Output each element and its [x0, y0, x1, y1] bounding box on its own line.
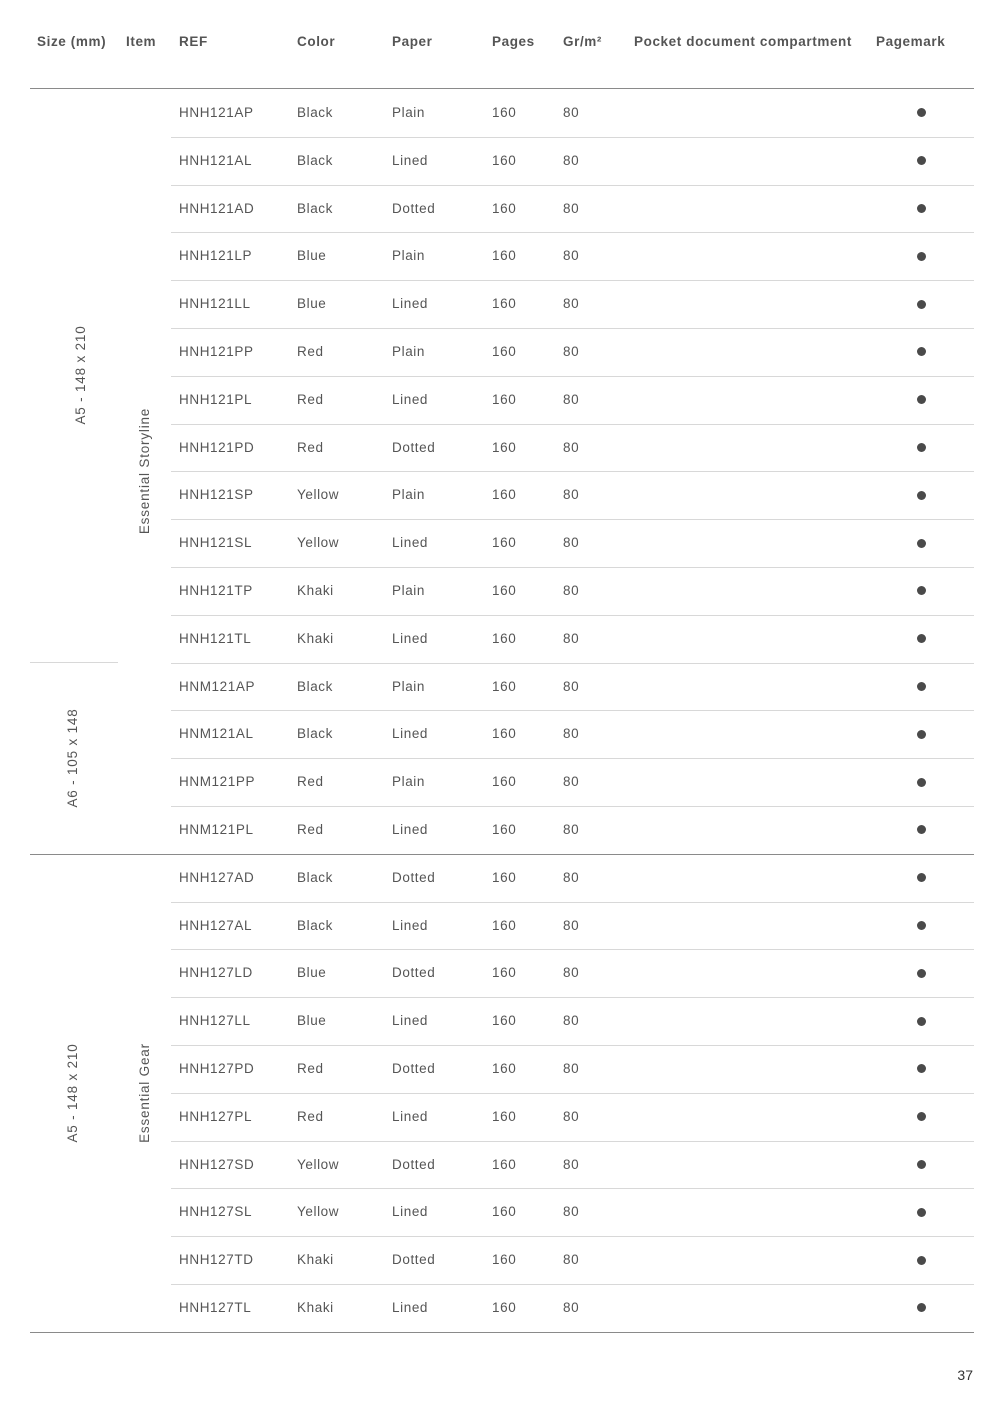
row-divider — [171, 997, 974, 998]
cell-pages: 160 — [492, 535, 517, 551]
cell-ref: HNH127TD — [179, 1252, 254, 1268]
cell-grams: 80 — [563, 391, 580, 407]
row-divider — [171, 949, 974, 950]
row-divider — [171, 663, 974, 664]
cell-ref: HNH127AD — [179, 869, 255, 885]
cell-ref: HNM121AL — [179, 726, 254, 742]
pagemark-dot-icon — [917, 539, 926, 548]
pagemark-dot-icon — [917, 682, 926, 691]
pagemark-dot-icon — [917, 156, 926, 165]
cell-grams: 80 — [563, 1108, 580, 1124]
cell-pages: 160 — [492, 343, 517, 359]
cell-pages: 160 — [492, 630, 517, 646]
cell-color: Blue — [297, 248, 327, 264]
cell-color: Black — [297, 678, 334, 694]
cell-grams: 80 — [563, 1156, 580, 1172]
cell-paper: Plain — [392, 582, 426, 598]
cell-grams: 80 — [563, 343, 580, 359]
header-pocket: Pocket document compartment — [634, 34, 852, 49]
cell-grams: 80 — [563, 726, 580, 742]
page-number: 37 — [957, 1367, 973, 1383]
cell-ref: HNM121PP — [179, 774, 256, 790]
cell-color: Black — [297, 917, 334, 933]
cell-ref: HNH127SL — [179, 1204, 253, 1220]
cell-pages: 160 — [492, 821, 517, 837]
cell-pages: 160 — [492, 1252, 517, 1268]
cell-ref: HNH127AL — [179, 917, 253, 933]
cell-paper: Lined — [392, 296, 429, 312]
cell-ref: HNH121AP — [179, 104, 254, 120]
cell-grams: 80 — [563, 1299, 580, 1315]
cell-pages: 160 — [492, 104, 517, 120]
pagemark-dot-icon — [917, 443, 926, 452]
cell-grams: 80 — [563, 821, 580, 837]
cell-grams: 80 — [563, 869, 580, 885]
cell-pages: 160 — [492, 582, 517, 598]
cell-color: Red — [297, 774, 324, 790]
cell-paper: Lined — [392, 391, 429, 407]
pagemark-dot-icon — [917, 825, 926, 834]
cell-color: Black — [297, 104, 334, 120]
cell-ref: HNH121PD — [179, 439, 255, 455]
cell-grams: 80 — [563, 678, 580, 694]
cell-ref: HNH121LL — [179, 296, 251, 312]
cell-pages: 160 — [492, 869, 517, 885]
cell-paper: Dotted — [392, 869, 436, 885]
cell-color: Red — [297, 1060, 324, 1076]
cell-ref: HNM121PL — [179, 821, 254, 837]
pagemark-dot-icon — [917, 108, 926, 117]
header-size: Size (mm) — [37, 34, 107, 49]
row-divider — [171, 567, 974, 568]
cell-paper: Plain — [392, 248, 426, 264]
pagemark-dot-icon — [917, 300, 926, 309]
cell-ref: HNH121PL — [179, 391, 253, 407]
row-divider — [171, 1188, 974, 1189]
cell-grams: 80 — [563, 1060, 580, 1076]
cell-paper: Lined — [392, 1299, 429, 1315]
cell-grams: 80 — [563, 582, 580, 598]
header-item: Item — [126, 34, 157, 49]
cell-ref: HNH121LP — [179, 248, 253, 264]
cell-ref: HNH121AD — [179, 200, 255, 216]
spec-table-page: Size (mm) Item REF Color Paper Pages Gr/m² Pocket document compartment Pagemark HNH121AP Black Plain 160 80 HNH121AL Black Lined 160 80 HNH121AD Black Dotted 160 80 HNH121LP Blue Plain 160 80 HNH121LL Blue Lined 160 80 HNH121PP Red Plain 160 80 HNH121PL Red Lined 160 80 HNH121PD Red Dotted 160 80 HNH121SP Yellow Plain 160 80 HNH121SL Yellow Lined 160 80 HNH121TP Khaki Plain 160 80 HNH121TL Khaki Lined 160 80 HNM121AP Black Plain 160 80 HNM121AL Black Lined 160 80 HNM121PP Red Plain 160 80 HNM121PL Red Lined 160 80 HNH127AD Black Dotted 160 80 HNH127AL Black Lined 160 80 HNH127LD Blue Dotted 160 80 HNH127LL Blue Lined 160 80 HNH127PD Red Dotted 160 80 HNH127PL Red Lined 160 80 HNH127SD Yellow Dotted 160 80 HNH127SL Yellow Lined 160 80 HNH127TD Khaki Dotted 160 80 HNH127TL Khaki Lined 160 80 A5 - 148 x 210 A6 - 105 x 148 Essential Storyline A5 - 148 x 210 Essential Gear 37 — [0, 0, 1004, 1417]
table-bottom-rule — [30, 1332, 974, 1333]
cell-color: Khaki — [297, 1252, 334, 1268]
cell-pages: 160 — [492, 1108, 517, 1124]
cell-grams: 80 — [563, 248, 580, 264]
cell-ref: HNH127SD — [179, 1156, 255, 1172]
cell-pages: 160 — [492, 391, 517, 407]
cell-paper: Plain — [392, 678, 426, 694]
cell-paper: Dotted — [392, 1156, 436, 1172]
cell-paper: Dotted — [392, 439, 436, 455]
cell-paper: Lined — [392, 1204, 429, 1220]
cell-paper: Dotted — [392, 1252, 436, 1268]
cell-color: Red — [297, 343, 324, 359]
row-divider — [171, 615, 974, 616]
cell-paper: Dotted — [392, 965, 436, 981]
cell-paper: Dotted — [392, 1060, 436, 1076]
cell-pages: 160 — [492, 678, 517, 694]
row-divider — [171, 1284, 974, 1285]
pagemark-dot-icon — [917, 395, 926, 404]
cell-grams: 80 — [563, 200, 580, 216]
row-divider — [171, 471, 974, 472]
cell-paper: Lined — [392, 917, 429, 933]
row-divider — [171, 1045, 974, 1046]
cell-grams: 80 — [563, 487, 580, 503]
row-divider — [171, 376, 974, 377]
cell-paper: Lined — [392, 1108, 429, 1124]
cell-pages: 160 — [492, 1013, 517, 1029]
cell-color: Blue — [297, 296, 327, 312]
cell-paper: Plain — [392, 343, 426, 359]
row-divider — [171, 806, 974, 807]
row-divider — [171, 1093, 974, 1094]
cell-color: Yellow — [297, 535, 340, 551]
cell-pages: 160 — [492, 296, 517, 312]
row-divider — [171, 758, 974, 759]
cell-pages: 160 — [492, 917, 517, 933]
cell-grams: 80 — [563, 152, 580, 168]
cell-ref: HNH127TL — [179, 1299, 252, 1315]
cell-ref: HNH121TL — [179, 630, 252, 646]
header-pagemark: Pagemark — [876, 34, 946, 49]
row-divider — [171, 280, 974, 281]
cell-pages: 160 — [492, 248, 517, 264]
pagemark-dot-icon — [917, 969, 926, 978]
pagemark-dot-icon — [917, 1160, 926, 1169]
cell-color: Black — [297, 869, 334, 885]
header-color: Color — [297, 34, 336, 49]
cell-pages: 160 — [492, 152, 517, 168]
pagemark-dot-icon — [917, 873, 926, 882]
cell-pages: 160 — [492, 487, 517, 503]
row-divider — [171, 1141, 974, 1142]
cell-ref: HNH121TP — [179, 582, 253, 598]
cell-grams: 80 — [563, 917, 580, 933]
cell-ref: HNM121AP — [179, 678, 256, 694]
cell-paper: Lined — [392, 535, 429, 551]
pagemark-dot-icon — [917, 634, 926, 643]
cell-color: Red — [297, 1108, 324, 1124]
cell-grams: 80 — [563, 1204, 580, 1220]
pagemark-dot-icon — [917, 1112, 926, 1121]
cell-color: Red — [297, 821, 324, 837]
cell-pages: 160 — [492, 200, 517, 216]
pagemark-dot-icon — [917, 1303, 926, 1312]
cell-grams: 80 — [563, 535, 580, 551]
cell-ref: HNH121SP — [179, 487, 254, 503]
cell-ref: HNH121SL — [179, 535, 253, 551]
row-divider — [171, 902, 974, 903]
cell-paper: Lined — [392, 726, 429, 742]
cell-pages: 160 — [492, 439, 517, 455]
cell-color: Black — [297, 152, 334, 168]
cell-grams: 80 — [563, 630, 580, 646]
cell-ref: HNH127LL — [179, 1013, 251, 1029]
cell-color: Red — [297, 439, 324, 455]
cell-ref: HNH127PD — [179, 1060, 255, 1076]
cell-grams: 80 — [563, 104, 580, 120]
cell-pages: 160 — [492, 1060, 517, 1076]
cell-color: Black — [297, 200, 334, 216]
cell-paper: Plain — [392, 774, 426, 790]
pagemark-dot-icon — [917, 252, 926, 261]
pagemark-dot-icon — [917, 1064, 926, 1073]
row-divider — [171, 232, 974, 233]
header-ref: REF — [179, 34, 208, 49]
pagemark-dot-icon — [917, 1256, 926, 1265]
cell-color: Khaki — [297, 1299, 334, 1315]
pagemark-dot-icon — [917, 347, 926, 356]
cell-paper: Lined — [392, 1013, 429, 1029]
size-group-divider — [30, 662, 118, 663]
cell-pages: 160 — [492, 774, 517, 790]
cell-color: Blue — [297, 1013, 327, 1029]
cell-ref: HNH121AL — [179, 152, 253, 168]
cell-pages: 160 — [492, 1156, 517, 1172]
item-group-divider — [30, 854, 974, 855]
pagemark-dot-icon — [917, 1017, 926, 1026]
cell-ref: HNH127PL — [179, 1108, 253, 1124]
row-divider — [171, 519, 974, 520]
cell-grams: 80 — [563, 774, 580, 790]
cell-ref: HNH121PP — [179, 343, 254, 359]
cell-pages: 160 — [492, 1204, 517, 1220]
row-divider — [171, 185, 974, 186]
cell-grams: 80 — [563, 1013, 580, 1029]
pagemark-dot-icon — [917, 204, 926, 213]
cell-paper: Lined — [392, 630, 429, 646]
row-divider — [171, 1236, 974, 1237]
pagemark-dot-icon — [917, 730, 926, 739]
cell-color: Black — [297, 726, 334, 742]
cell-paper: Plain — [392, 487, 426, 503]
row-divider — [171, 424, 974, 425]
pagemark-dot-icon — [917, 1208, 926, 1217]
cell-color: Yellow — [297, 487, 340, 503]
row-divider — [171, 328, 974, 329]
cell-paper: Lined — [392, 152, 429, 168]
cell-grams: 80 — [563, 965, 580, 981]
cell-ref: HNH127LD — [179, 965, 253, 981]
cell-color: Blue — [297, 965, 327, 981]
cell-paper: Dotted — [392, 200, 436, 216]
cell-color: Yellow — [297, 1204, 340, 1220]
row-divider — [171, 710, 974, 711]
cell-color: Red — [297, 391, 324, 407]
pagemark-dot-icon — [917, 778, 926, 787]
cell-paper: Lined — [392, 821, 429, 837]
header-rule — [30, 88, 974, 89]
cell-grams: 80 — [563, 439, 580, 455]
cell-pages: 160 — [492, 1299, 517, 1315]
row-divider — [171, 137, 974, 138]
cell-paper: Plain — [392, 104, 426, 120]
cell-color: Yellow — [297, 1156, 340, 1172]
cell-grams: 80 — [563, 296, 580, 312]
header-paper: Paper — [392, 34, 433, 49]
cell-color: Khaki — [297, 582, 334, 598]
cell-color: Khaki — [297, 630, 334, 646]
cell-grams: 80 — [563, 1252, 580, 1268]
cell-pages: 160 — [492, 965, 517, 981]
cell-pages: 160 — [492, 726, 517, 742]
pagemark-dot-icon — [917, 491, 926, 500]
header-pages: Pages — [492, 34, 535, 49]
pagemark-dot-icon — [917, 921, 926, 930]
pagemark-dot-icon — [917, 586, 926, 595]
header-grams: Gr/m² — [563, 34, 603, 49]
